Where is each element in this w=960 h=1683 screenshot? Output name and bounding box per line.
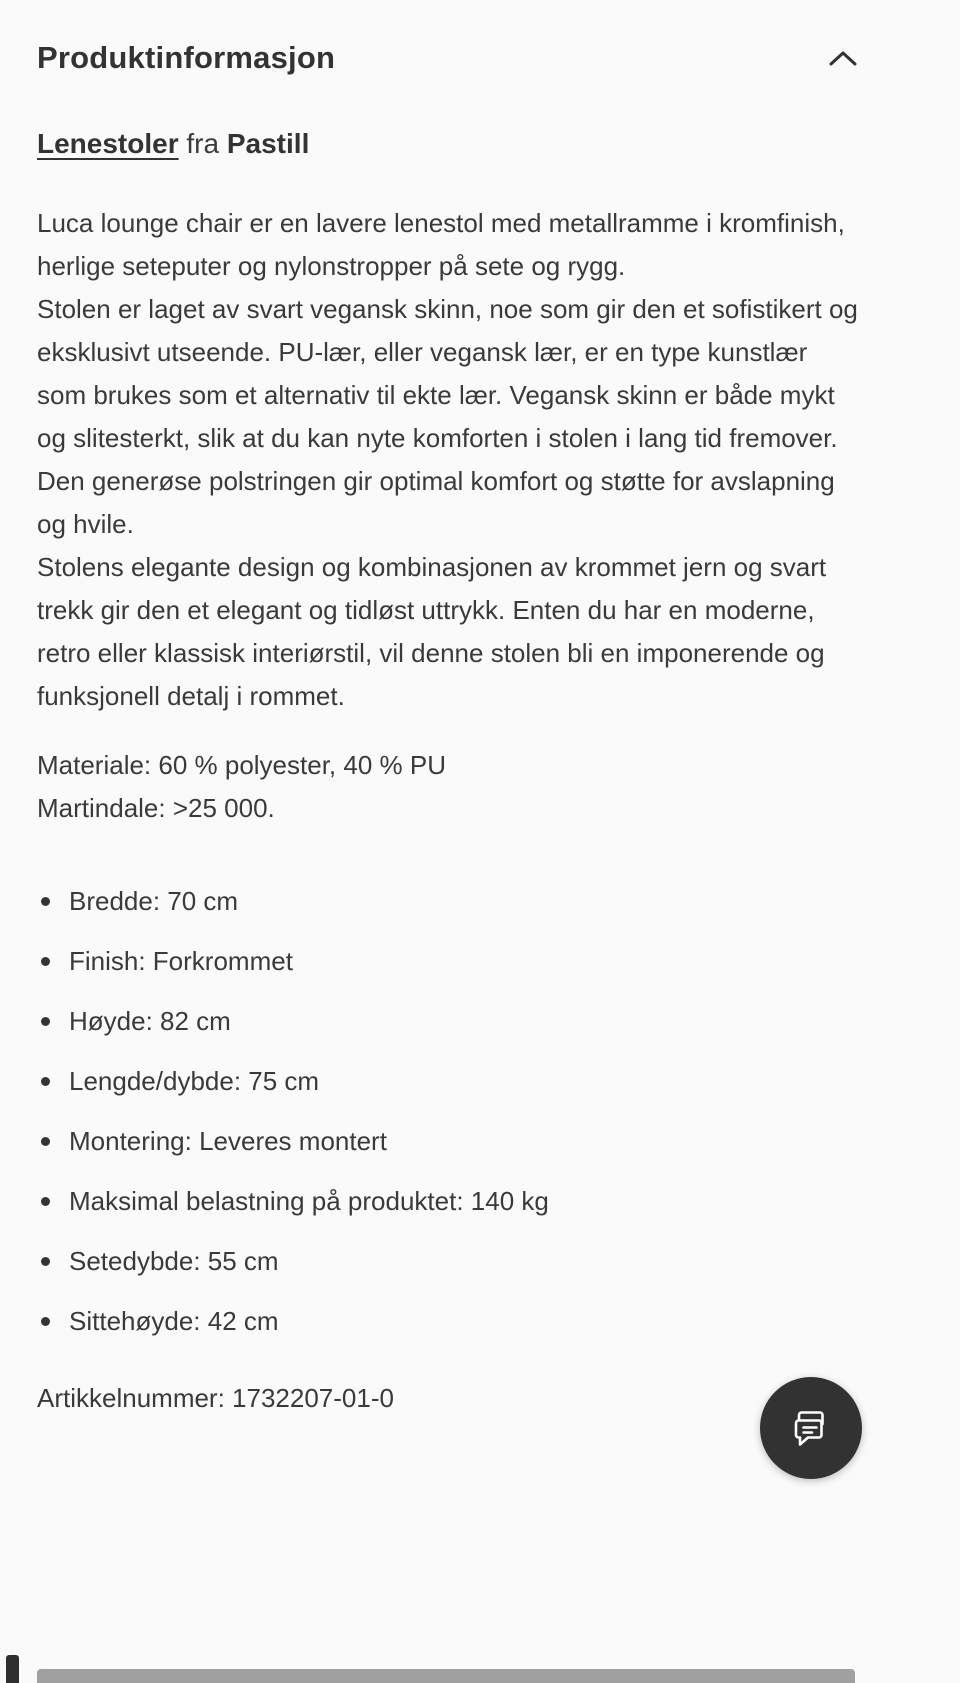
martindale-line: Martindale: >25 000. bbox=[37, 793, 275, 823]
brand-line bbox=[37, 128, 860, 160]
spec-text-montering: Montering: Leveres montert bbox=[69, 1126, 387, 1156]
spec-text-finish: Finish: Forkrommet bbox=[69, 946, 293, 976]
list-item bbox=[37, 1180, 860, 1223]
accordion-header-produktinformasjon[interactable] bbox=[37, 40, 860, 76]
list-item bbox=[37, 1120, 860, 1163]
bullet-dot bbox=[41, 1317, 50, 1326]
bullet-dot bbox=[41, 1017, 50, 1026]
bullet-dot bbox=[41, 897, 50, 906]
category-link[interactable]: Lenestoler bbox=[37, 128, 179, 159]
spec-text-hoyde: Høyde: 82 cm bbox=[69, 1006, 231, 1036]
partial-element-bottom bbox=[37, 1669, 855, 1683]
bullet-dot bbox=[41, 1077, 50, 1086]
brand-connector: fra bbox=[186, 128, 220, 159]
material-line: Materiale: 60 % polyester, 40 % PU bbox=[37, 750, 446, 780]
bullet-dot bbox=[41, 1197, 50, 1206]
brand-name: Pastill bbox=[226, 128, 310, 159]
list-item bbox=[37, 1000, 860, 1043]
chevron-up-icon[interactable] bbox=[826, 47, 860, 69]
description-paragraph: Luca lounge chair er en lavere lenestol med metallramme i kromfinish, herlige seteputer og nylonstropper på sete og rygg. bbox=[37, 208, 845, 281]
spec-text-bredde: Bredde: 70 cm bbox=[69, 886, 239, 916]
list-item bbox=[37, 880, 860, 923]
spec-text-sittehoyde: Sittehøyde: 42 cm bbox=[69, 1306, 279, 1336]
list-item bbox=[37, 1240, 860, 1283]
description-paragraph: Stolens elegante design og kombinasjonen av krommet jern og svart trekk gir den et elegant og tidløst uttrykk. Enten du har en moderne, retro eller klassisk interiørstil, vil denne stolen bli en imponerende og funksjonell detalj i rommet. bbox=[37, 552, 827, 711]
chat-bubbles-icon bbox=[786, 1403, 836, 1453]
article-number: Artikkelnummer: 1732207-01-0 bbox=[37, 1383, 394, 1413]
bullet-dot bbox=[41, 1257, 50, 1266]
list-item bbox=[37, 1060, 860, 1103]
bullet-dot bbox=[41, 957, 50, 966]
list-item bbox=[37, 1300, 860, 1343]
spec-list bbox=[37, 880, 860, 1343]
materials-block bbox=[37, 744, 860, 830]
product-description bbox=[37, 202, 860, 718]
description-paragraph: Stolen er laget av svart vegansk skinn, noe som gir den et sofistikert og eksklusivt utseende. PU-lær, eller vegansk lær, er en type kunstlær som brukes som et alternativ til ekte lær. Vegansk skinn er både mykt og slitesterkt, slik at du kan nyte komforten i stolen i lang tid fremover. Den generøse polstringen gir optimal komfort og støtte for avslapning og hvile. bbox=[37, 294, 858, 539]
section-title: Produktinformasjon bbox=[37, 40, 336, 75]
partial-element-left bbox=[6, 1655, 19, 1683]
chat-button[interactable] bbox=[760, 1377, 862, 1479]
spec-text-maksimal-belastning: Maksimal belastning på produktet: 140 kg bbox=[69, 1186, 549, 1216]
spec-text-setedybde: Setedybde: 55 cm bbox=[69, 1246, 279, 1276]
bullet-dot bbox=[41, 1137, 50, 1146]
spec-text-lengde-dybde: Lengde/dybde: 75 cm bbox=[69, 1066, 320, 1096]
list-item bbox=[37, 940, 860, 983]
